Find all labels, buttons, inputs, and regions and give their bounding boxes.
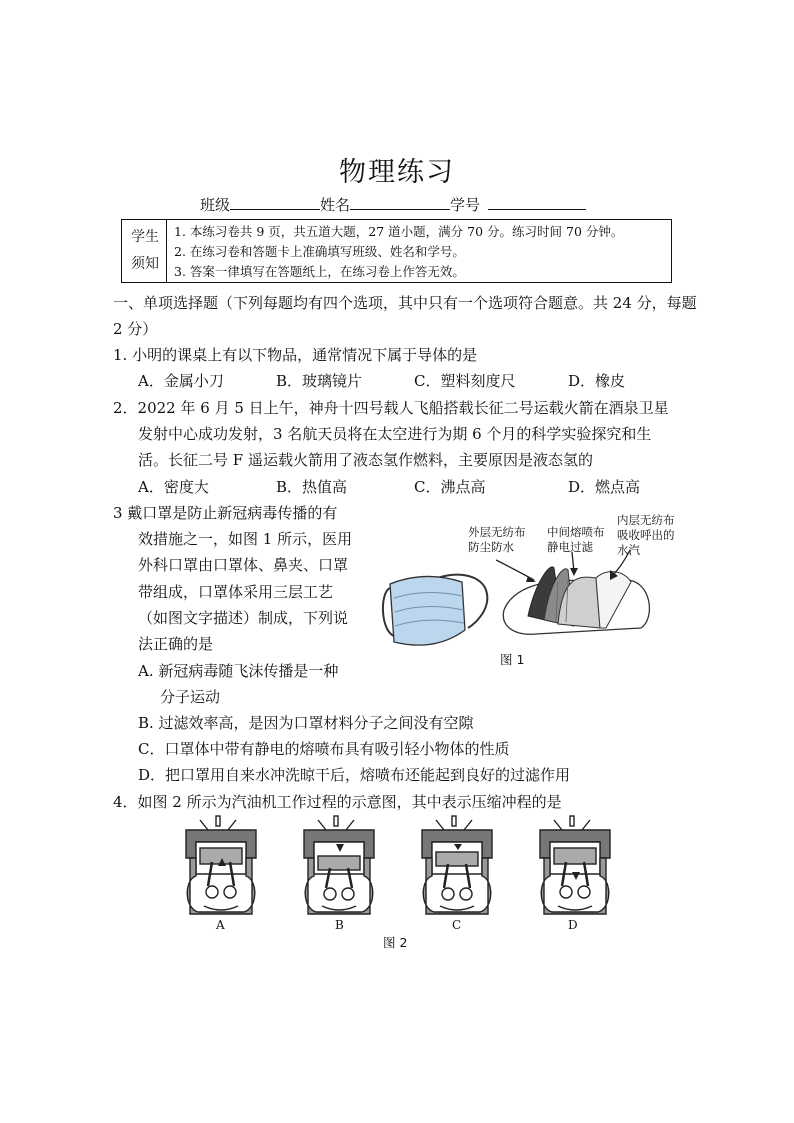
q2-option-a: A．密度大 xyxy=(138,478,209,496)
question-3-line: （如图文字描述）制成，下列说 xyxy=(138,609,349,627)
q1-option-c: C．塑料刻度尺 xyxy=(414,372,516,390)
section-heading: 一、单项选择题（下列每题均有四个选项，其中只有一个选项符合题意。共 24 分，每题 xyxy=(113,294,697,312)
engine-label-c: C xyxy=(452,918,462,932)
question-3-line: 带组成，口罩体采用三层工艺 xyxy=(138,583,334,601)
q3-option-c: C．口罩体中带有静电的熔喷布具有吸引轻小物体的性质 xyxy=(138,740,510,758)
engine-diagram-a xyxy=(182,814,262,918)
q1-option-b: B．玻璃镜片 xyxy=(276,372,363,390)
question-2-line-1: 2．2022 年 6 月 5 日上午，神舟十四号载人飞船搭载长征二号运载火箭在酒泉卫星 xyxy=(113,399,669,417)
q3-option-a: A. 新冠病毒随飞沫传播是一种 xyxy=(138,662,339,680)
number-blank xyxy=(488,195,586,210)
q3-option-b: B. 过滤效率高，是因为口罩材料分子之间没有空隙 xyxy=(138,714,474,732)
notes-item: 1. 本练习卷共 9 页，共五道大题，27 道小题，满分 70 分。练习时间 70 分钟。 xyxy=(174,224,624,239)
question-2-line-3: 活。长征二号 F 遥运载火箭用了液态氢作燃料，主要原因是液态氢的 xyxy=(138,451,593,469)
engine-diagram-c xyxy=(418,814,498,918)
notes-label-line-1: 学生 xyxy=(131,229,159,245)
question-3-line: 外科口罩由口罩体、鼻夹、口罩 xyxy=(138,556,349,574)
engine-label-a: A xyxy=(216,918,225,932)
number-label: 学号 xyxy=(450,196,481,214)
outer-layer-label: 外层无纺布 防尘防水 xyxy=(468,525,526,554)
class-label: 班级 xyxy=(200,196,231,214)
q3-option-d: D．把口罩用自来水冲洗晾干后，熔喷布还能起到良好的过滤作用 xyxy=(138,766,571,784)
class-blank xyxy=(230,195,320,210)
name-blank xyxy=(350,195,450,210)
section-heading-cont: 2 分） xyxy=(113,320,158,338)
engine-label-d: D xyxy=(568,918,578,932)
question-3-line: 效措施之一，如图 1 所示，医用 xyxy=(138,530,353,548)
notes-box xyxy=(121,219,672,283)
question-1-stem: 1. 小明的课桌上有以下物品，通常情况下属于导体的是 xyxy=(113,346,478,364)
engine-label-b: B xyxy=(335,918,344,932)
name-label: 姓名 xyxy=(320,196,351,214)
notes-item: 2. 在练习卷和答题卡上准确填写班级、姓名和学号。 xyxy=(174,244,465,259)
question-3-line: 3 戴口罩是防止新冠病毒传播的有 xyxy=(113,504,338,522)
engine-diagram-b xyxy=(300,814,380,918)
q2-option-c: C．沸点高 xyxy=(414,478,486,496)
engine-diagram-d xyxy=(536,814,616,918)
question-2-line-2: 发射中心成功发射，3 名航天员将在太空进行为期 6 个月的科学实验探究和生 xyxy=(138,425,652,443)
notes-label-line-2: 须知 xyxy=(131,256,159,272)
q1-option-a: A．金属小刀 xyxy=(138,372,224,390)
student-info-line xyxy=(200,194,586,215)
question-4-stem: 4．如图 2 所示为汽油机工作过程的示意图，其中表示压缩冲程的是 xyxy=(113,793,562,811)
notes-label xyxy=(122,220,167,282)
inner-layer-label: 内层无纺布 吸收呼出的 水汽 xyxy=(617,513,675,557)
q1-option-d: D．橡皮 xyxy=(568,372,626,390)
page-title: 物理练习 xyxy=(339,157,455,188)
q3-option-a-cont: 分子运动 xyxy=(160,688,221,706)
figure-2-caption: 图 2 xyxy=(383,935,408,950)
middle-layer-label: 中间熔喷布 静电过滤 xyxy=(547,525,605,554)
question-3-line: 法正确的是 xyxy=(138,635,214,653)
notes-item: 3. 答案一律填写在答题纸上，在练习卷上作答无效。 xyxy=(174,264,465,279)
q2-option-b: B．热值高 xyxy=(276,478,348,496)
q2-option-d: D．燃点高 xyxy=(568,478,641,496)
face-mask-illustration xyxy=(380,568,500,653)
figure-1-caption: 图 1 xyxy=(500,652,525,667)
